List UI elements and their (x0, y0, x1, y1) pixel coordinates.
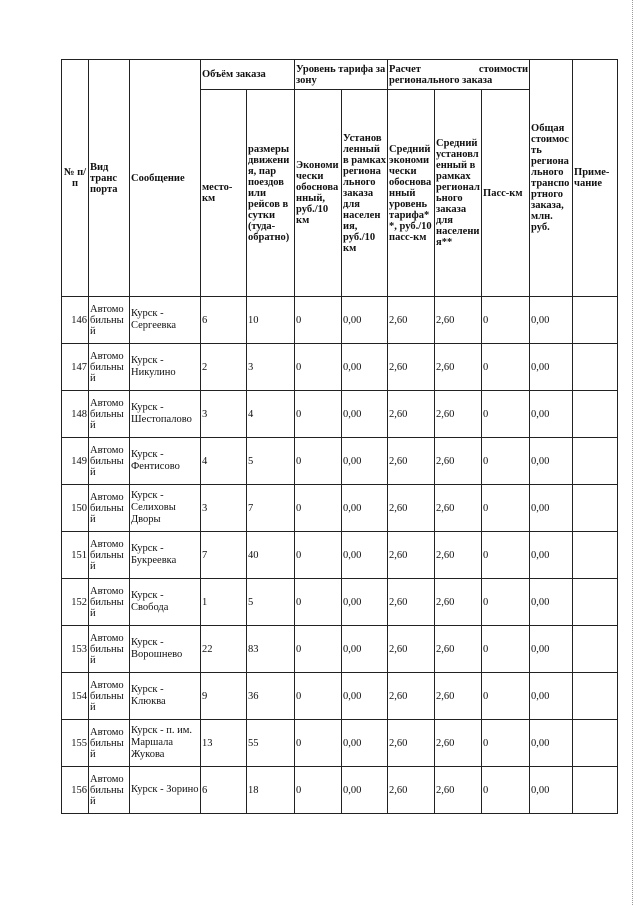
cell-num: 154 (62, 673, 89, 720)
cell-message: Курск - Букреевка (130, 532, 201, 579)
cell-pass-km: 0 (482, 532, 530, 579)
header-message: Сообщение (130, 60, 201, 297)
cell-total: 0,00 (530, 485, 573, 532)
cell-message: Курск - Зорино (130, 767, 201, 814)
cell-total: 0,00 (530, 391, 573, 438)
cell-avg-econ: 2,60 (388, 720, 435, 767)
cell-traffic: 55 (247, 720, 295, 767)
header-traffic: размеры движения, пар поездов или рейсов в сутки (туда-обратно) (247, 90, 295, 297)
cell-traffic: 10 (247, 297, 295, 344)
cell-traffic: 83 (247, 626, 295, 673)
cell-avg-econ: 2,60 (388, 532, 435, 579)
cell-num: 153 (62, 626, 89, 673)
header-total: Общая стоимость регионального транспортного заказа, млн. руб. (530, 60, 573, 297)
cell-total: 0,00 (530, 626, 573, 673)
cell-set-tariff: 0,00 (342, 297, 388, 344)
cell-seat-km: 13 (201, 720, 247, 767)
cell-traffic: 40 (247, 532, 295, 579)
header-num: № п/п (62, 60, 89, 297)
table-row (62, 673, 618, 720)
cell-avg-econ: 2,60 (388, 297, 435, 344)
cell-pass-km: 0 (482, 720, 530, 767)
cell-note (573, 579, 618, 626)
header-avg-set: Средний установленный в рамках регионального заказа для населения** (435, 90, 482, 297)
cell-pass-km: 0 (482, 673, 530, 720)
cell-set-tariff: 0,00 (342, 344, 388, 391)
cell-econ-tariff: 0 (295, 673, 342, 720)
cell-set-tariff: 0,00 (342, 579, 388, 626)
cell-traffic: 5 (247, 438, 295, 485)
cell-seat-km: 22 (201, 626, 247, 673)
cell-econ-tariff: 0 (295, 720, 342, 767)
cell-message: Курск - п. им. Маршала Жукова (130, 720, 201, 767)
cell-avg-set: 2,60 (435, 297, 482, 344)
cell-seat-km: 2 (201, 344, 247, 391)
cell-pass-km: 0 (482, 579, 530, 626)
cell-note (573, 532, 618, 579)
table-body (62, 297, 618, 814)
cell-transport: Автомобильный (89, 532, 130, 579)
cell-avg-set: 2,60 (435, 720, 482, 767)
cell-transport: Автомобильный (89, 720, 130, 767)
regional-order-table (61, 59, 618, 814)
cell-econ-tariff: 0 (295, 297, 342, 344)
cell-seat-km: 4 (201, 438, 247, 485)
cell-note (573, 297, 618, 344)
cell-total: 0,00 (530, 720, 573, 767)
table-row (62, 391, 618, 438)
cell-pass-km: 0 (482, 767, 530, 814)
cell-avg-econ: 2,60 (388, 579, 435, 626)
cell-econ-tariff: 0 (295, 626, 342, 673)
table-row (62, 438, 618, 485)
cell-pass-km: 0 (482, 297, 530, 344)
cell-num: 151 (62, 532, 89, 579)
cell-transport: Автомобильный (89, 579, 130, 626)
cell-pass-km: 0 (482, 344, 530, 391)
header-transport: Вид транс порта (89, 60, 130, 297)
cell-message: Курск - Свобода (130, 579, 201, 626)
cell-avg-econ: 2,60 (388, 344, 435, 391)
cell-message: Курск - Селиховы Дворы (130, 485, 201, 532)
cell-pass-km: 0 (482, 438, 530, 485)
cell-message: Курск - Сергеевка (130, 297, 201, 344)
cell-econ-tariff: 0 (295, 344, 342, 391)
cell-econ-tariff: 0 (295, 391, 342, 438)
table-row (62, 767, 618, 814)
cell-set-tariff: 0,00 (342, 438, 388, 485)
cell-econ-tariff: 0 (295, 438, 342, 485)
cell-set-tariff: 0,00 (342, 532, 388, 579)
cell-note (573, 673, 618, 720)
header-econ-tariff: Экономически обоснованный, руб./10 км (295, 90, 342, 297)
cell-pass-km: 0 (482, 391, 530, 438)
scan-edge-line (632, 0, 634, 905)
cell-message: Курск - Никулино (130, 344, 201, 391)
cell-traffic: 3 (247, 344, 295, 391)
cell-seat-km: 6 (201, 767, 247, 814)
cell-traffic: 7 (247, 485, 295, 532)
cell-num: 152 (62, 579, 89, 626)
cell-transport: Автомобильный (89, 297, 130, 344)
cell-num: 155 (62, 720, 89, 767)
table-row (62, 720, 618, 767)
cell-econ-tariff: 0 (295, 532, 342, 579)
cell-num: 148 (62, 391, 89, 438)
cell-num: 156 (62, 767, 89, 814)
cell-note (573, 438, 618, 485)
cell-note (573, 391, 618, 438)
cell-avg-set: 2,60 (435, 438, 482, 485)
cell-set-tariff: 0,00 (342, 673, 388, 720)
cell-avg-econ: 2,60 (388, 767, 435, 814)
cell-set-tariff: 0,00 (342, 720, 388, 767)
cell-note (573, 767, 618, 814)
cell-total: 0,00 (530, 673, 573, 720)
cell-econ-tariff: 0 (295, 767, 342, 814)
cell-transport: Автомобильный (89, 391, 130, 438)
cell-note (573, 720, 618, 767)
cell-seat-km: 3 (201, 485, 247, 532)
cell-message: Курск - Клюква (130, 673, 201, 720)
cell-message: Курск - Фентисово (130, 438, 201, 485)
cell-transport: Автомобильный (89, 673, 130, 720)
cell-transport: Автомобильный (89, 344, 130, 391)
cell-num: 147 (62, 344, 89, 391)
cell-traffic: 18 (247, 767, 295, 814)
header-note: Приме-чание (573, 60, 618, 297)
cell-avg-set: 2,60 (435, 391, 482, 438)
cell-total: 0,00 (530, 579, 573, 626)
cell-note (573, 344, 618, 391)
cell-avg-set: 2,60 (435, 485, 482, 532)
cell-pass-km: 0 (482, 626, 530, 673)
cell-set-tariff: 0,00 (342, 626, 388, 673)
header-set-tariff: Установленный в рамках регионального заказа для населения, руб./10 км (342, 90, 388, 297)
cell-traffic: 36 (247, 673, 295, 720)
cell-avg-econ: 2,60 (388, 438, 435, 485)
header-volume-group: Объём заказа (201, 60, 295, 90)
header-calc-group: Расчет стоимости регионального заказа (388, 60, 530, 90)
table-row (62, 485, 618, 532)
table-row (62, 344, 618, 391)
header-avg-econ: Средний экономически обоснованный уровень тарифа**, руб./10 пасс-км (388, 90, 435, 297)
cell-set-tariff: 0,00 (342, 391, 388, 438)
table-row (62, 626, 618, 673)
cell-seat-km: 1 (201, 579, 247, 626)
cell-message: Курск - Шестопалово (130, 391, 201, 438)
cell-avg-set: 2,60 (435, 344, 482, 391)
cell-transport: Автомобильный (89, 767, 130, 814)
cell-avg-set: 2,60 (435, 767, 482, 814)
cell-econ-tariff: 0 (295, 485, 342, 532)
cell-total: 0,00 (530, 438, 573, 485)
cell-transport: Автомобильный (89, 438, 130, 485)
cell-set-tariff: 0,00 (342, 485, 388, 532)
cell-total: 0,00 (530, 532, 573, 579)
cell-avg-set: 2,60 (435, 532, 482, 579)
cell-total: 0,00 (530, 297, 573, 344)
cell-set-tariff: 0,00 (342, 767, 388, 814)
cell-avg-econ: 2,60 (388, 391, 435, 438)
cell-avg-set: 2,60 (435, 579, 482, 626)
table-row (62, 579, 618, 626)
cell-num: 146 (62, 297, 89, 344)
table-row (62, 532, 618, 579)
cell-seat-km: 3 (201, 391, 247, 438)
cell-note (573, 485, 618, 532)
cell-num: 150 (62, 485, 89, 532)
cell-avg-econ: 2,60 (388, 626, 435, 673)
cell-seat-km: 7 (201, 532, 247, 579)
table-header (62, 60, 618, 297)
header-tariff-group: Уровень тарифа за зону (295, 60, 388, 90)
cell-traffic: 5 (247, 579, 295, 626)
header-seat-km: место-км (201, 90, 247, 297)
cell-num: 149 (62, 438, 89, 485)
cell-transport: Автомобильный (89, 485, 130, 532)
cell-avg-econ: 2,60 (388, 485, 435, 532)
cell-avg-set: 2,60 (435, 673, 482, 720)
cell-traffic: 4 (247, 391, 295, 438)
cell-message: Курск - Ворошнево (130, 626, 201, 673)
cell-seat-km: 9 (201, 673, 247, 720)
cell-avg-econ: 2,60 (388, 673, 435, 720)
cell-avg-set: 2,60 (435, 626, 482, 673)
cell-seat-km: 6 (201, 297, 247, 344)
cell-econ-tariff: 0 (295, 579, 342, 626)
cell-total: 0,00 (530, 767, 573, 814)
table-row (62, 297, 618, 344)
cell-pass-km: 0 (482, 485, 530, 532)
cell-note (573, 626, 618, 673)
header-pass-km: Пасс-км (482, 90, 530, 297)
cell-total: 0,00 (530, 344, 573, 391)
cell-transport: Автомобильный (89, 626, 130, 673)
